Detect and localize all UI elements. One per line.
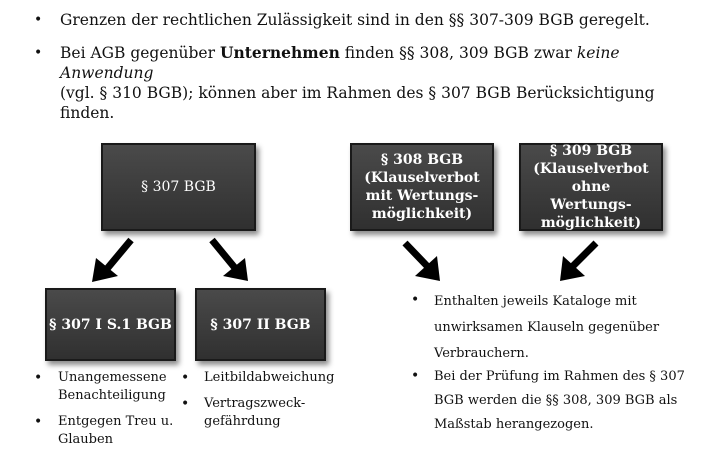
right-list-item: Bei der Prüfung im Rahmen des § 307 BGB werden die §§ 308, 309 BGB als Maßstab herangezogen. <box>434 369 685 432</box>
top-bullet-2-pre: Bei AGB gegenüber <box>60 44 220 62</box>
left-list-item: Entgegen Treu u. Glauben <box>58 414 174 447</box>
left-list-item: Unangemessene Benachteiligung <box>58 370 167 403</box>
bullet-dot: • <box>34 370 43 386</box>
top-bullet-1-text: Grenzen der rechtlichen Zulässigkeit sind in den §§ 307-309 BGB geregelt. <box>60 11 650 29</box>
arrow-down-right-icon <box>212 240 248 281</box>
mid-list-item: Leitbildabweichung <box>204 370 335 385</box>
bullet-dot: • <box>411 368 420 384</box>
bullet-dot: • <box>34 414 43 430</box>
bullet-dot: • <box>181 396 190 412</box>
bullet-dot: • <box>34 12 43 28</box>
box-307-1-label: § 307 I S.1 BGB <box>49 316 172 333</box>
box-307-label: § 307 BGB <box>141 179 216 195</box>
right-list-item: Enthalten jeweils Kataloge mit unwirksamen Klauseln gegenüber Verbrauchern. <box>434 294 660 361</box>
bullet-dot: • <box>34 45 43 61</box>
arrow-down-left-icon <box>560 243 596 281</box>
top-bullet-2-mid: finden §§ 308, 309 BGB zwar <box>339 44 577 62</box>
bullet-dot: • <box>411 292 420 308</box>
top-bullet-2-italic: keine Anwendung <box>60 44 620 82</box>
top-bullet-2-bold: Unternehmen <box>219 43 340 62</box>
box-309-label: § 309 BGB (Klauselverbot ohne Wertungs-möglichkeit) <box>533 143 649 231</box>
arrow-down-left-icon <box>92 240 131 282</box>
top-bullet-2-line2: (vgl. § 310 BGB); können aber im Rahmen des § 307 BGB Berücksichtigung finden. <box>60 84 655 122</box>
box-308-label: § 308 BGB (Klauselverbot mit Wertungs-möglichkeit) <box>364 152 480 222</box>
box-307-2-label: § 307 II BGB <box>210 316 311 333</box>
bullet-dot: • <box>181 370 190 386</box>
arrow-down-right-icon <box>405 243 440 281</box>
mid-list-item: Vertragszweck-gefährdung <box>204 396 306 429</box>
